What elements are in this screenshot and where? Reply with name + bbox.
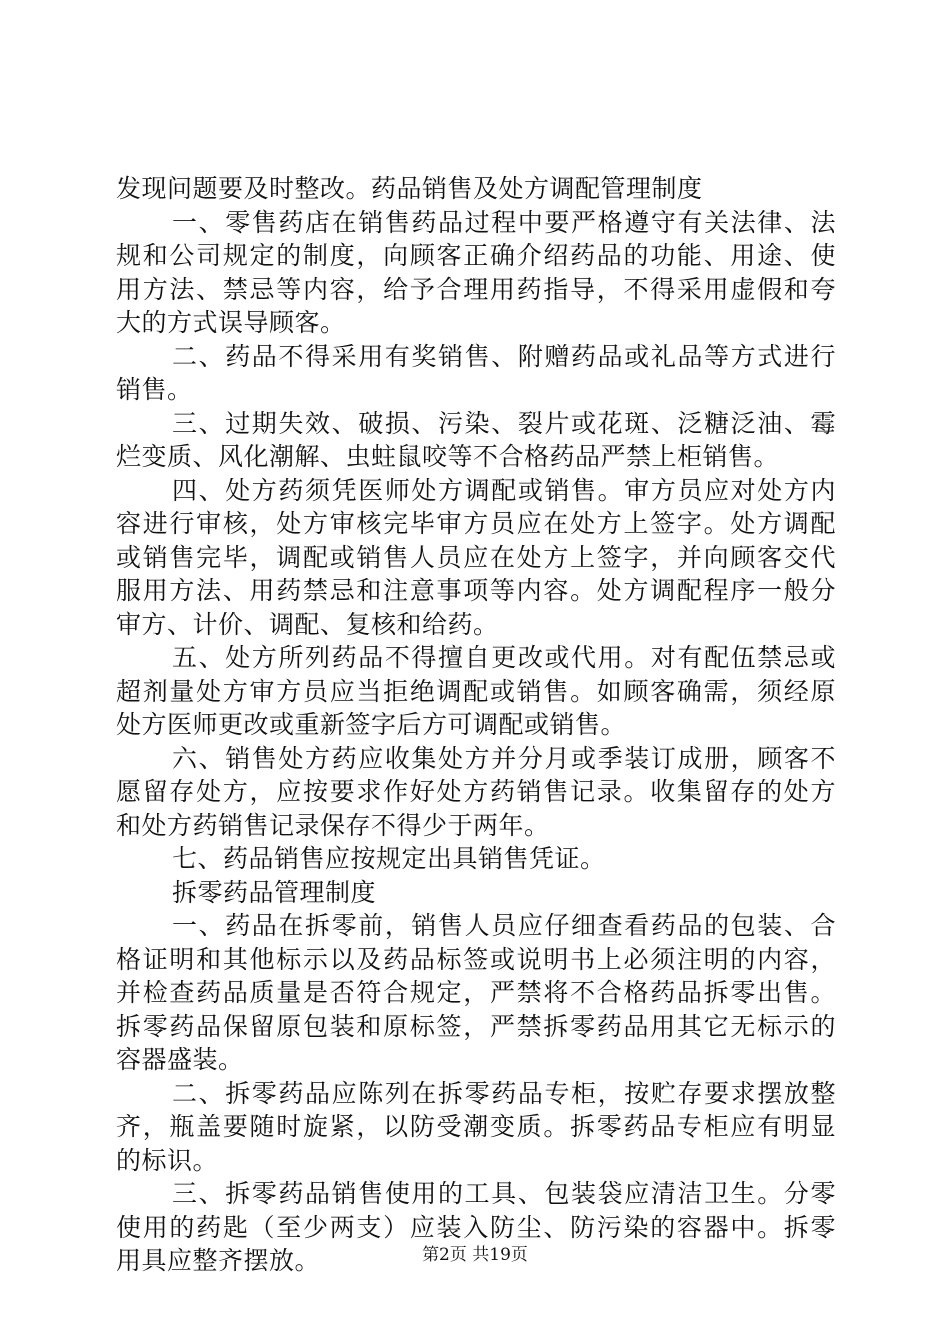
text-line: 容进行审核，处方审核完毕审方员应在处方上签字。处方调配 xyxy=(116,509,836,538)
text-line: 二、药品不得采用有奖销售、附赠药品或礼品等方式进行 xyxy=(172,341,836,371)
text-line: 拆零药品保留原包装和原标签，严禁拆零药品用其它无标示的 xyxy=(116,1011,836,1041)
text-line: 愿留存处方，应按要求作好处方药销售记录。收集留存的处方 xyxy=(116,777,836,806)
text-line: 超剂量处方审方员应当拒绝调配或销售。如顾客确需，须经原 xyxy=(116,676,836,706)
text-line: 七、药品销售应按规定出具销售凭证。 xyxy=(172,844,606,873)
text-line: 使用的药匙（至少两支）应装入防尘、防污染的容器中。拆零 xyxy=(116,1212,836,1242)
text-line: 用具应整齐摆放。 xyxy=(116,1246,321,1275)
text-line: 三、拆零药品销售使用的工具、包装袋应清洁卫生。分零 xyxy=(172,1179,836,1208)
page-number-footer: 第2页 共19页 xyxy=(422,1245,528,1265)
text-line: 一、药品在拆零前，销售人员应仔细查看药品的包装、合 xyxy=(172,911,836,940)
text-line: 并检查药品质量是否符合规定，严禁将不合格药品拆零出售。 xyxy=(116,978,836,1007)
text-line: 和处方药销售记录保存不得少于两年。 xyxy=(116,810,550,840)
text-line: 格证明和其他标示以及药品标签或说明书上必须注明的内容， xyxy=(116,944,836,974)
section-heading: 拆零药品管理制度 xyxy=(172,877,377,907)
text-line: 用方法、禁忌等内容，给予合理用药指导，不得采用虚假和夸 xyxy=(116,274,836,304)
text-line: 处方医师更改或重新签字后方可调配或销售。 xyxy=(116,710,627,739)
text-line: 或销售完毕，调配或销售人员应在处方上签字，并向顾客交代 xyxy=(116,542,836,572)
text-line: 审方、计价、调配、复核和给药。 xyxy=(116,609,499,639)
text-line: 大的方式误导顾客。 xyxy=(116,308,346,337)
text-line: 服用方法、用药禁忌和注意事项等内容。处方调配程序一般分 xyxy=(116,576,836,605)
text-line: 一、零售药店在销售药品过程中要严格遵守有关法律、法 xyxy=(172,207,836,237)
text-line: 容器盛装。 xyxy=(116,1045,244,1074)
text-line: 烂变质、风化潮解、虫蛀鼠咬等不合格药品严禁上柜销售。 xyxy=(116,442,780,471)
text-line: 三、过期失效、破损、污染、裂片或花斑、泛糖泛油、霉 xyxy=(172,408,836,438)
document-body xyxy=(116,172,836,1278)
text-line: 发现问题要及时整改。药品销售及处方调配管理制度 xyxy=(116,174,703,203)
text-line: 规和公司规定的制度，向顾客正确介绍药品的功能、用途、使 xyxy=(116,241,836,270)
text-line: 的标识。 xyxy=(116,1145,219,1175)
text-line: 二、拆零药品应陈列在拆零药品专柜，按贮存要求摆放整 xyxy=(172,1078,836,1108)
text-line: 六、销售处方药应收集处方并分月或季装订成册，顾客不 xyxy=(172,743,836,773)
text-line: 销售。 xyxy=(116,375,193,404)
text-line: 五、处方所列药品不得擅自更改或代用。对有配伍禁忌或 xyxy=(172,643,836,672)
text-line: 齐，瓶盖要随时旋紧，以防受潮变质。拆零药品专柜应有明显 xyxy=(116,1112,836,1141)
text-line: 四、处方药须凭医师处方调配或销售。审方员应对处方内 xyxy=(172,475,836,505)
